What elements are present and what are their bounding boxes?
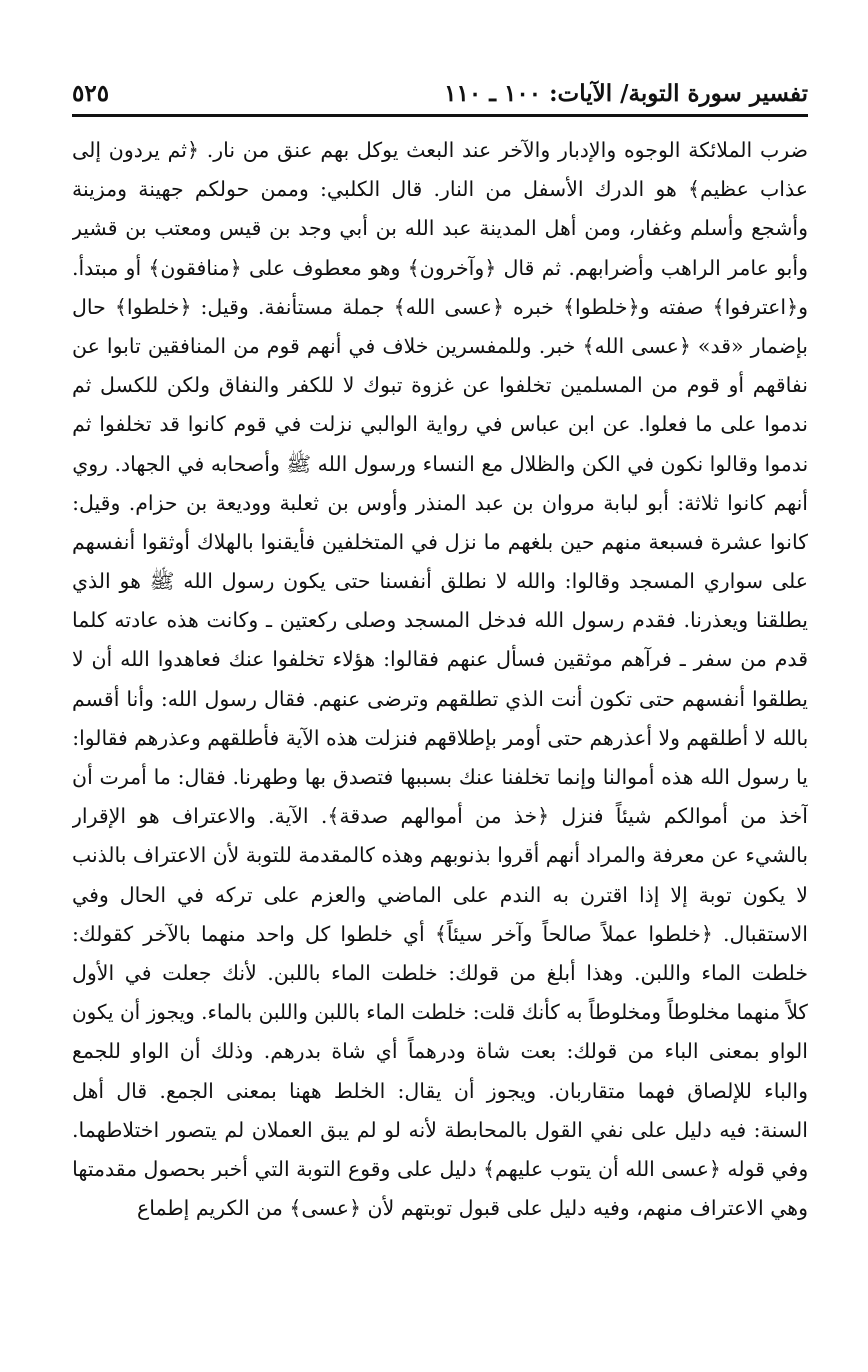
text-line: يطلقنا ويعذرنا. فقدم رسول الله فدخل المسجد وصلى ركعتين ـ وكانت هذه عادته كلما xyxy=(72,608,808,633)
text-line: خلطت الماء واللبن. وهذا أبلغ من قولك: خلطت الماء باللبن. لأنك جعلت في الأول xyxy=(72,960,808,985)
text-line: كلاً منهما مخلوطاً ومخلوطاً به كأنك قلت: خلطت الماء باللبن واللبن بالماء. ويجوز أن يكون xyxy=(72,1000,808,1025)
text-line: الواو بمعنى الباء من قولك: بعت شاة ودرهماً أي شاة بدرهم. وذلك أن الواو للجمع xyxy=(72,1039,808,1064)
text-line: آخذ من أموالكم شيئاً فنزل ﴿خذ من أموالهم صدقة﴾. الآية. والاعتراف هو الإقرار xyxy=(72,804,808,829)
text-line: قدم من سفر ـ فرآهم موثقين فسأل عنهم فقالوا: هؤلاء تخلفوا عنك فعاهدوا الله أن لا xyxy=(72,647,808,672)
body-text xyxy=(72,131,808,1228)
text-line: والباء للإلصاق فهما متقاربان. ويجوز أن يقال: الخلط ههنا بمعنى الجمع. قال أهل xyxy=(72,1078,808,1103)
text-line: لا يكون توبة إلا إذا اقترن به الندم على الماضي والعزم على تركه في الحال وفي xyxy=(72,882,808,907)
text-line: أنهم كانوا ثلاثة: أبو لبابة مروان بن عبد المنذر وأوس بن ثعلبة ووديعة بن حزام. وقيل: xyxy=(72,490,808,515)
text-line: كانوا عشرة فسبعة منهم حين بلغهم ما نزل في المتخلفين فأيقنوا بالهلاك أوثقوا أنفسهم xyxy=(72,529,808,554)
text-line: وهي الاعتراف منهم، وفيه دليل على قبول توبتهم لأن ﴿عسى﴾ من الكريم إطماع xyxy=(137,1196,808,1221)
text-line: السنة: فيه دليل على نفي القول بالمحابطة لأنه لو لم يبق العملان لم يتصور اختلاطهما. xyxy=(72,1117,808,1142)
text-line: ندموا وقالوا نكون في الكن والظلال مع النساء ورسول الله ﷺ وأصحابه في الجهاد. روي xyxy=(72,451,808,476)
text-line: وفي قوله ﴿عسى الله أن يتوب عليهم﴾ دليل على وقوع التوبة التي أخبر بحصول مقدمتها xyxy=(72,1156,808,1181)
text-line: بالله لا أطلقهم ولا أعذرهم حتى أومر بإطلاقهم فنزلت هذه الآية فأطلقهم وعذرهم فقالوا: xyxy=(72,725,808,750)
text-line: على سواري المسجد وقالوا: والله لا نطلق أنفسنا حتى يكون رسول الله ﷺ هو الذي xyxy=(72,569,808,594)
running-header xyxy=(72,70,808,117)
text-line: ندموا على ما فعلوا. عن ابن عباس في رواية الوالبي نزلت في قوم كانوا قد تخلفوا ثم xyxy=(72,412,808,437)
text-line: بالشيء عن معرفة والمراد أنهم أقروا بذنوبهم وهذه كالمقدمة للتوبة لأن الاعتراف بالذنب xyxy=(72,843,808,868)
book-page xyxy=(72,70,808,1310)
text-line: و﴿اعترفوا﴾ صفته و﴿خلطوا﴾ خبره ﴿عسى الله﴾ جملة مستأنفة. وقيل: ﴿خلطوا﴾ حال xyxy=(72,294,808,319)
text-line: وأبو عامر الراهب وأضرابهم. ثم قال ﴿وآخرون﴾ وهو معطوف على ﴿منافقون﴾ أو مبتدأ. xyxy=(72,255,808,280)
text-line: بإضمار «قد» ﴿عسى الله﴾ خبر. وللمفسرين خلاف في أنهم قوم من المنافقين تابوا عن xyxy=(72,333,808,358)
header-title: تفسير سورة التوبة/ الآيات: ١٠٠ ـ ١١٠ xyxy=(444,80,808,107)
text-line: عذاب عظيم﴾ هو الدرك الأسفل من النار. قال الكلبي: وممن حولكم جهينة ومزينة xyxy=(72,177,808,202)
text-line: الاستقبال. ﴿خلطوا عملاً صالحاً وآخر سيئاً﴾ أي خلطوا كل واحد منهما بالآخر كقولك: xyxy=(72,921,808,946)
text-line: وأشجع وأسلم وغفار، ومن أهل المدينة عبد الله بن أبي وجد بن قيس ومعتب بن قشير xyxy=(72,216,808,241)
text-line: نفاقهم أو قوم من المسلمين تخلفوا عن غزوة تبوك لا للكفر والنفاق ولكن للكسل ثم xyxy=(72,373,808,398)
text-line: يطلقوا أنفسهم حتى تكون أنت الذي تطلقهم وترضى عنهم. فقال رسول الله: وأنا أقسم xyxy=(72,686,808,711)
page-number: ٥٢٥ xyxy=(72,80,110,107)
text-line: ضرب الملائكة الوجوه والإدبار والآخر عند البعث يوكل بهم عنق من نار. ﴿ثم يردون إلى xyxy=(72,138,808,162)
text-line: يا رسول الله هذه أموالنا وإنما تخلفنا عنك بسببها فتصدق بها وطهرنا. فقال: ما أمرت أن xyxy=(72,765,808,789)
